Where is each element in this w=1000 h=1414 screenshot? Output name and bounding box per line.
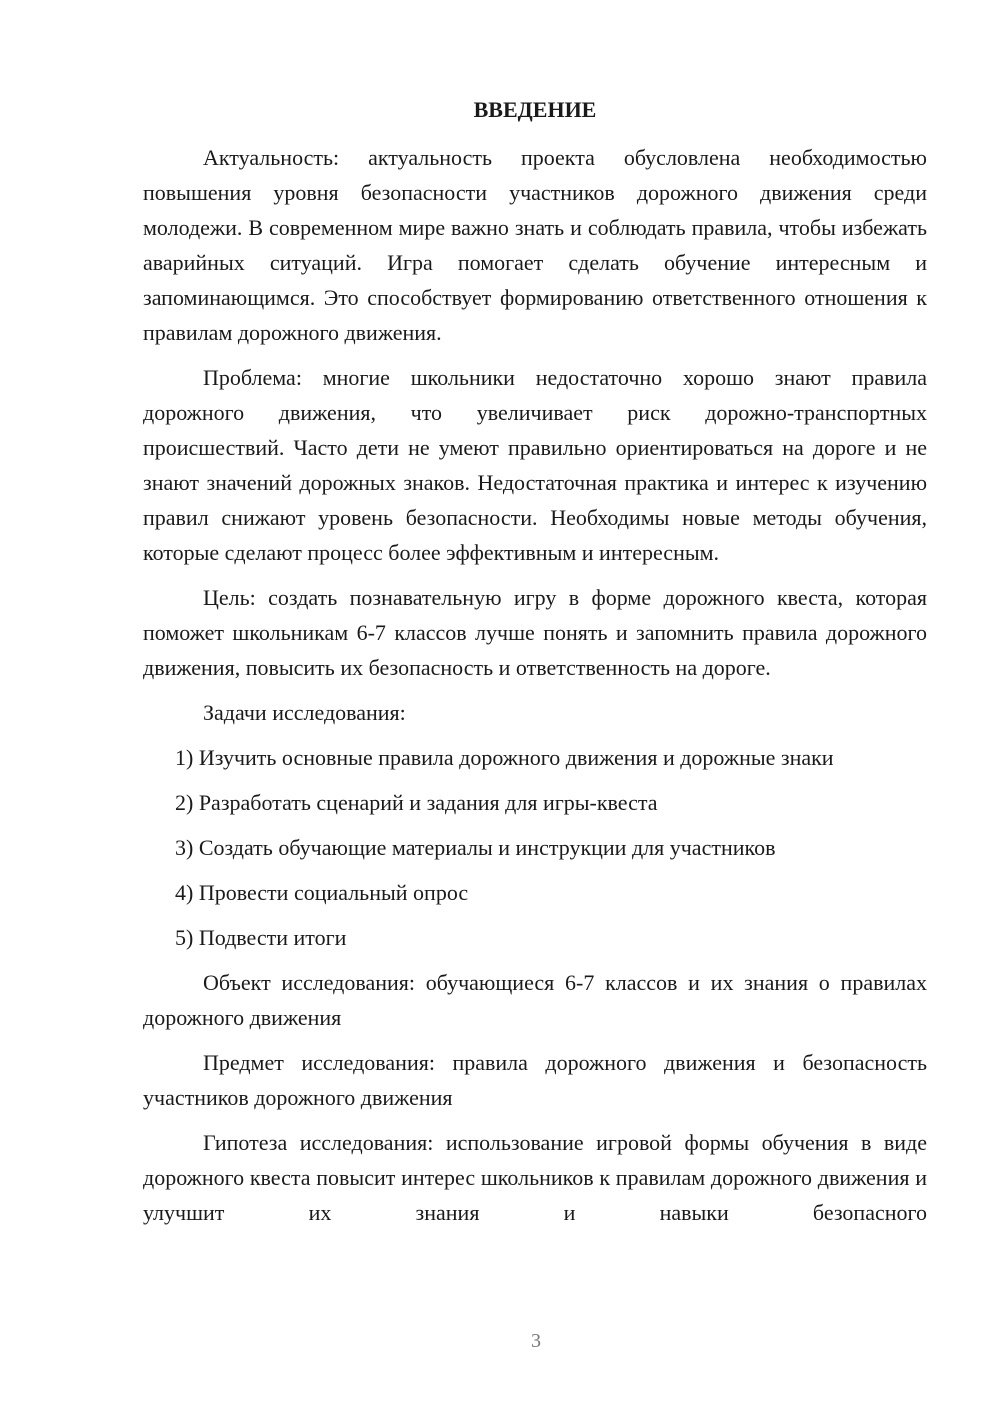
relevance-paragraph: Актуальность: актуальность проекта обусловлена необходимостью повышения уровня безопасности участников дорожного движения среди молодежи. В современном мире важно знать и соблюдать правила, чтобы избежать аварийных ситуаций. Игра помогает сделать обучение интересным и запоминающимся. Это способствует формированию ответственного отношения к правилам дорожного движения. <box>143 145 927 345</box>
goal-paragraph: Цель: создать познавательную игру в форме дорожного квеста, которая поможет школьникам 6-7 классов лучше понять и запомнить правила дорожного движения, повысить их безопасность и ответственность на дороге. <box>143 585 927 680</box>
list-item: 2) Разработать сценарий и задания для игры-квеста <box>175 790 658 815</box>
problem-paragraph: Проблема: многие школьники недостаточно хорошо знают правила дорожного движения, что увеличивает риск дорожно-транспортных происшествий. Часто дети не умеют правильно ориентироваться на дороге и не знают значений дорожных знаков. Недостаточная практика и интерес к изучению правил снижают уровень безопасности. Необходимы новые методы обучения, которые сделают процесс более эффективным и интересным. <box>143 365 927 565</box>
subject-paragraph: Предмет исследования: правила дорожного движения и безопасность участников дорожного движения <box>143 1050 927 1110</box>
task-list <box>143 740 927 955</box>
list-item: 3) Создать обучающие материалы и инструкции для участников <box>175 835 776 860</box>
document-page <box>143 92 927 1240</box>
list-item: 5) Подвести итоги <box>175 925 347 950</box>
list-item: 1) Изучить основные правила дорожного движения и дорожные знаки <box>175 745 834 770</box>
tasks-heading: Задачи исследования: <box>203 700 406 725</box>
hypothesis-paragraph: Гипотеза исследования: использование игровой формы обучения в виде дорожного квеста повысит интерес школьников к правилам дорожного движения и улучшит их знания и навыки безопасного <box>143 1130 927 1225</box>
list-item: 4) Провести социальный опрос <box>175 880 469 905</box>
object-paragraph: Объект исследования: обучающиеся 6-7 классов и их знания о правилах дорожного движения <box>143 970 927 1030</box>
page-title: ВВЕДЕНИЕ <box>473 97 597 122</box>
page-number: 3 <box>531 1330 541 1352</box>
